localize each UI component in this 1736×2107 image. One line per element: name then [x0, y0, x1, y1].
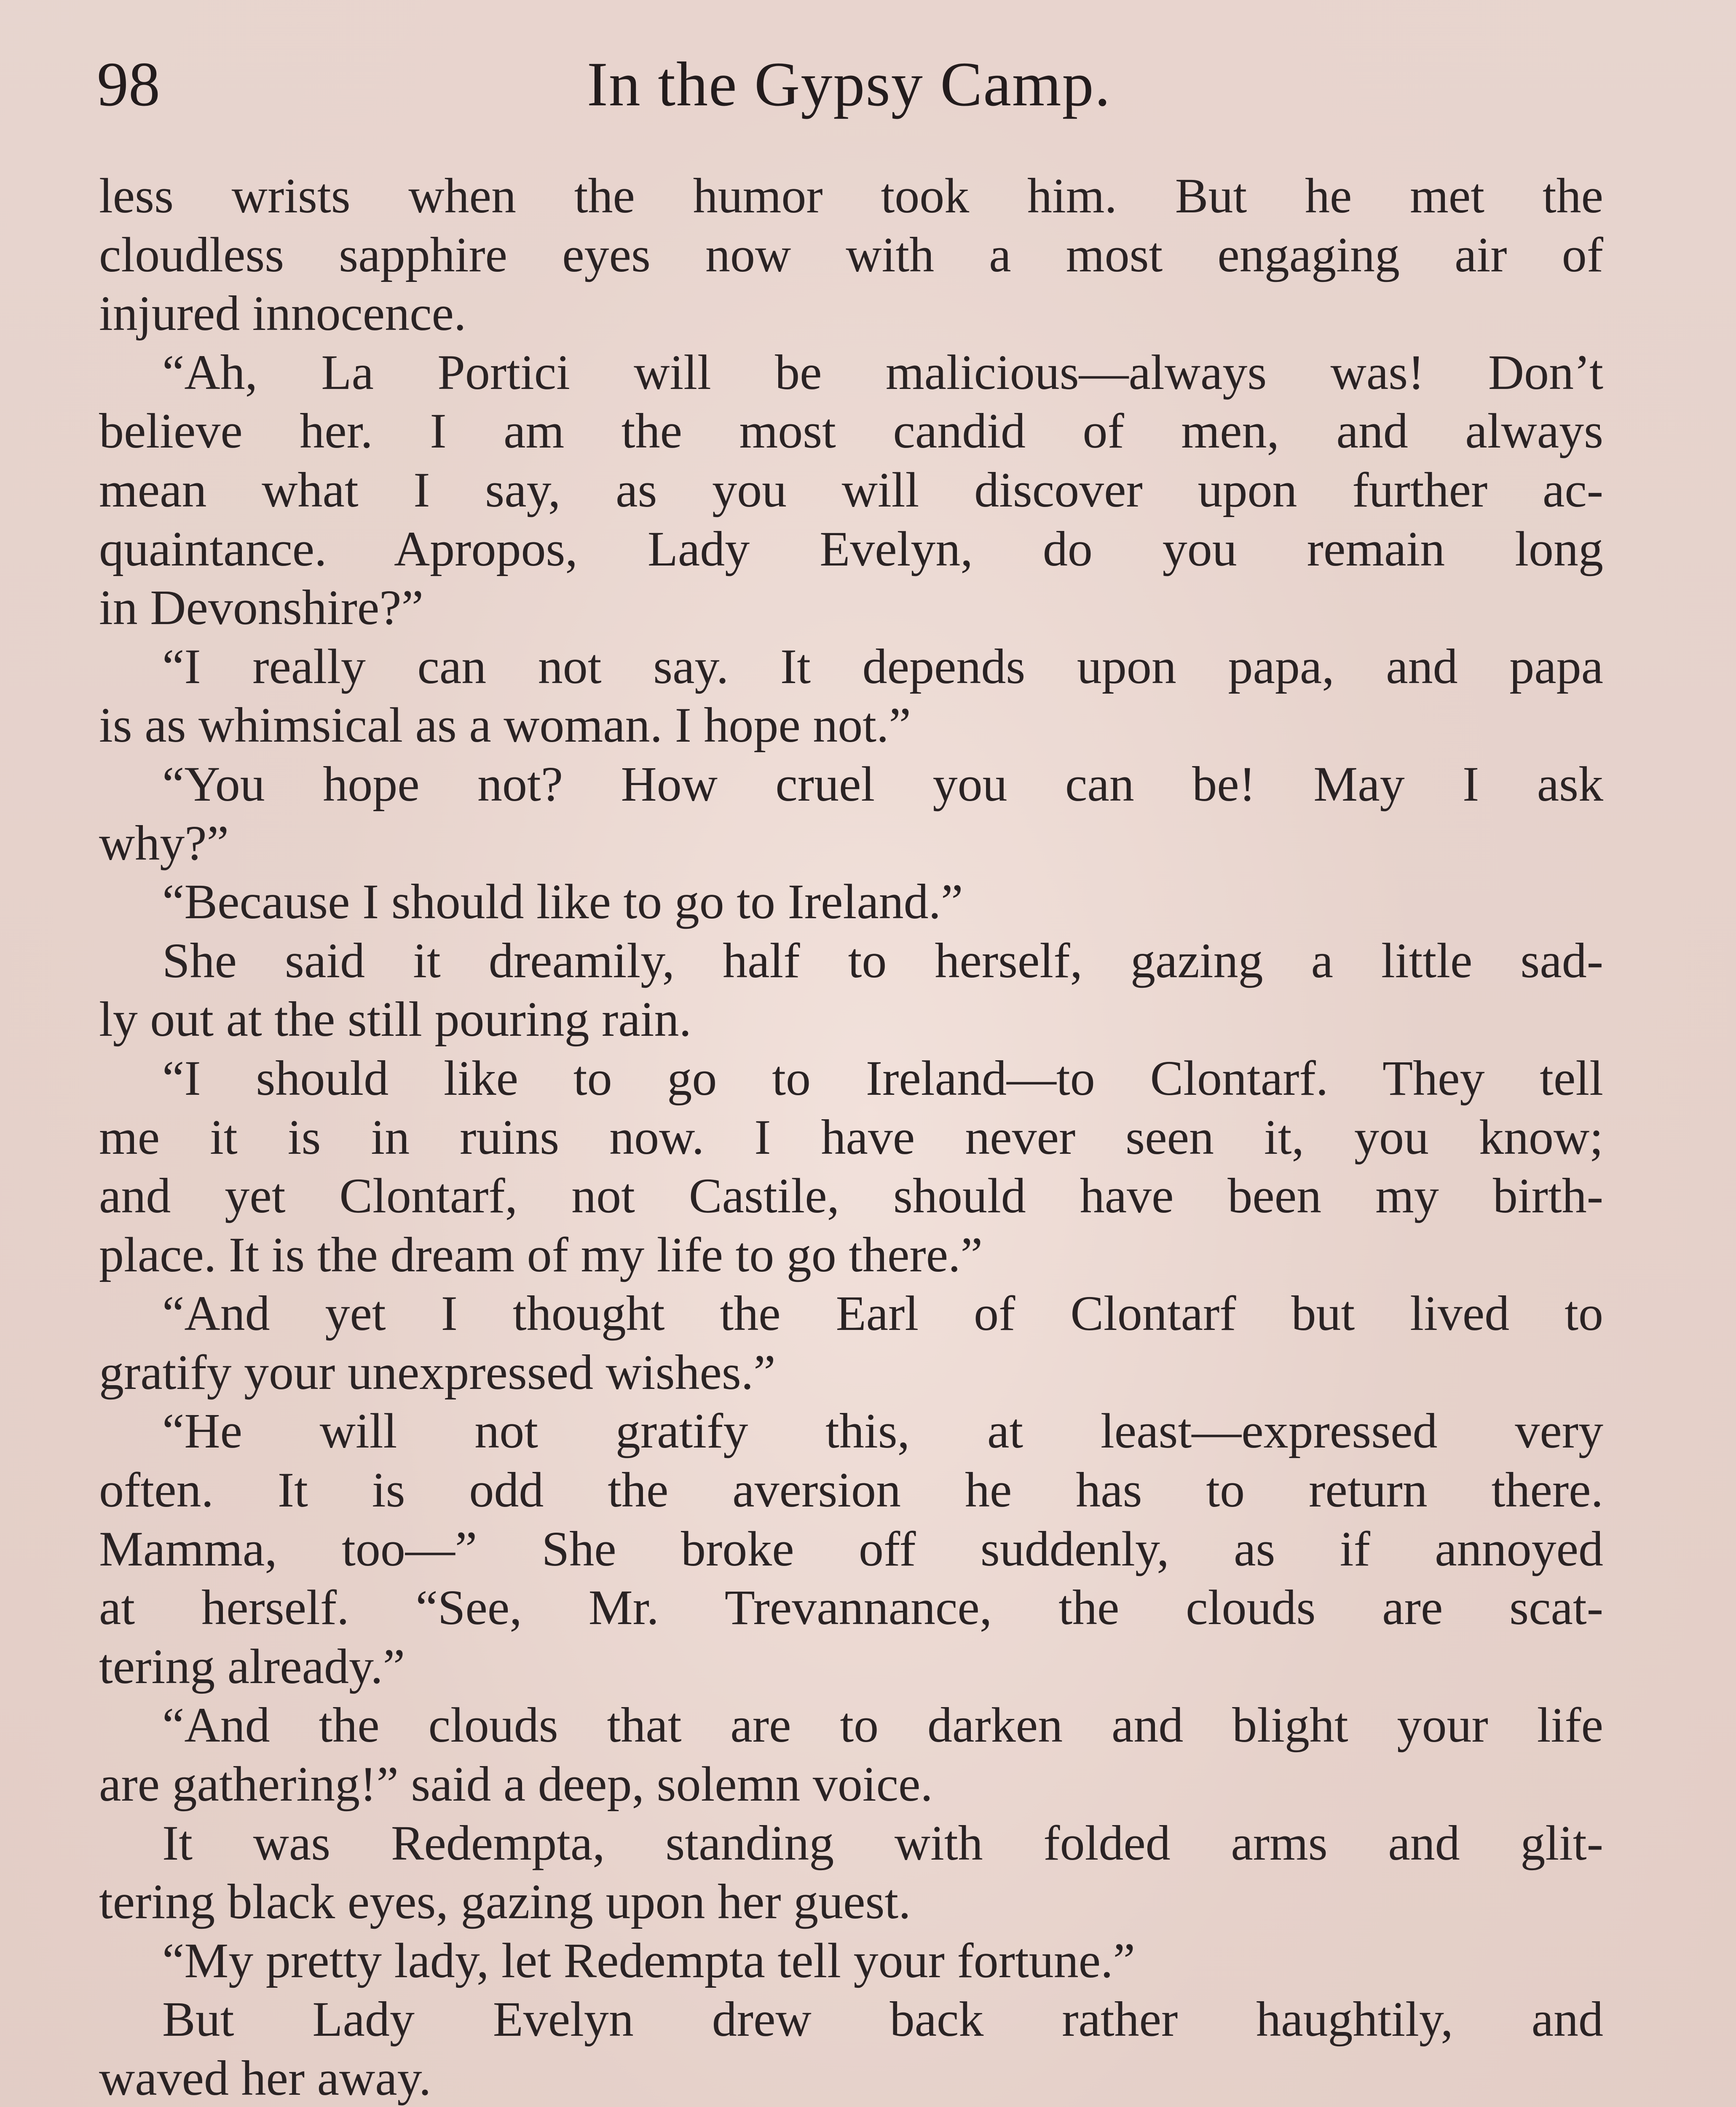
text-line: “And yet I thought the Earl of Clontarf but lived to: [162, 1286, 1603, 1341]
text-line: and yet Clontarf, not Castile, should have been my birth-: [99, 1168, 1603, 1224]
text-line: is as whimsical as a woman. I hope not.”: [99, 697, 911, 753]
text-line: gratify your unexpressed wishes.”: [99, 1344, 776, 1400]
text-line: are gathering!” said a deep, solemn voice.: [99, 1756, 933, 1812]
text-line: tering black eyes, gazing upon her guest.: [99, 1874, 911, 1930]
text-line: “You hope not? How cruel you can be! May I ask: [162, 756, 1603, 812]
text-line: believe her. I am the most candid of men, and always: [99, 403, 1603, 459]
page-number: 98: [97, 49, 160, 119]
text-line: injured innocence.: [99, 286, 466, 341]
text-line: ly out at the still pouring rain.: [99, 992, 691, 1047]
text-line: “I should like to go to Ireland—to Clontarf. They tell: [162, 1050, 1603, 1106]
text-line: place. It is the dream of my life to go there.”: [99, 1227, 983, 1282]
text-line: But Lady Evelyn drew back rather haughtily, and: [162, 1992, 1603, 2047]
text-line: It was Redempta, standing with folded arms and glit-: [162, 1815, 1603, 1871]
text-line: “My pretty lady, let Redempta tell your fortune.”: [162, 1933, 1136, 1988]
text-line: Mamma, too—” She broke off suddenly, as if annoyed: [99, 1521, 1603, 1576]
text-line: quaintance. Apropos, Lady Evelyn, do you remain long: [99, 521, 1603, 576]
text-line: why?”: [99, 815, 229, 871]
text-line: “Because I should like to go to Ireland.”: [162, 874, 963, 930]
text-line: “He will not gratify this, at least—expressed very: [162, 1403, 1603, 1459]
text-line: She said it dreamily, half to herself, gazing a little sad-: [162, 933, 1603, 988]
body-text: [99, 166, 1603, 2107]
text-line: “I really can not say. It depends upon papa, and papa: [162, 638, 1603, 694]
text-line: often. It is odd the aversion he has to return there.: [99, 1462, 1603, 1518]
text-line: cloudless sapphire eyes now with a most engaging air of: [99, 227, 1603, 282]
text-line: “And the clouds that are to darken and blight your life: [162, 1697, 1603, 1753]
running-head: In the Gypsy Camp.: [587, 49, 1112, 119]
page-header: [97, 42, 1601, 126]
text-line: me it is in ruins now. I have never seen it, you know;: [99, 1109, 1603, 1165]
text-line: less wrists when the humor took him. But he met the: [99, 168, 1603, 223]
text-line: at herself. “See, Mr. Trevannance, the clouds are scat-: [99, 1580, 1603, 1635]
text-line: mean what I say, as you will discover upon further ac-: [99, 462, 1603, 517]
text-line: tering already.”: [99, 1638, 405, 1694]
text-line: “Ah, La Portici will be malicious—always was! Don’t: [162, 344, 1603, 400]
text-line: in Devonshire?”: [99, 580, 423, 635]
text-line: waved her away.: [99, 2051, 431, 2106]
